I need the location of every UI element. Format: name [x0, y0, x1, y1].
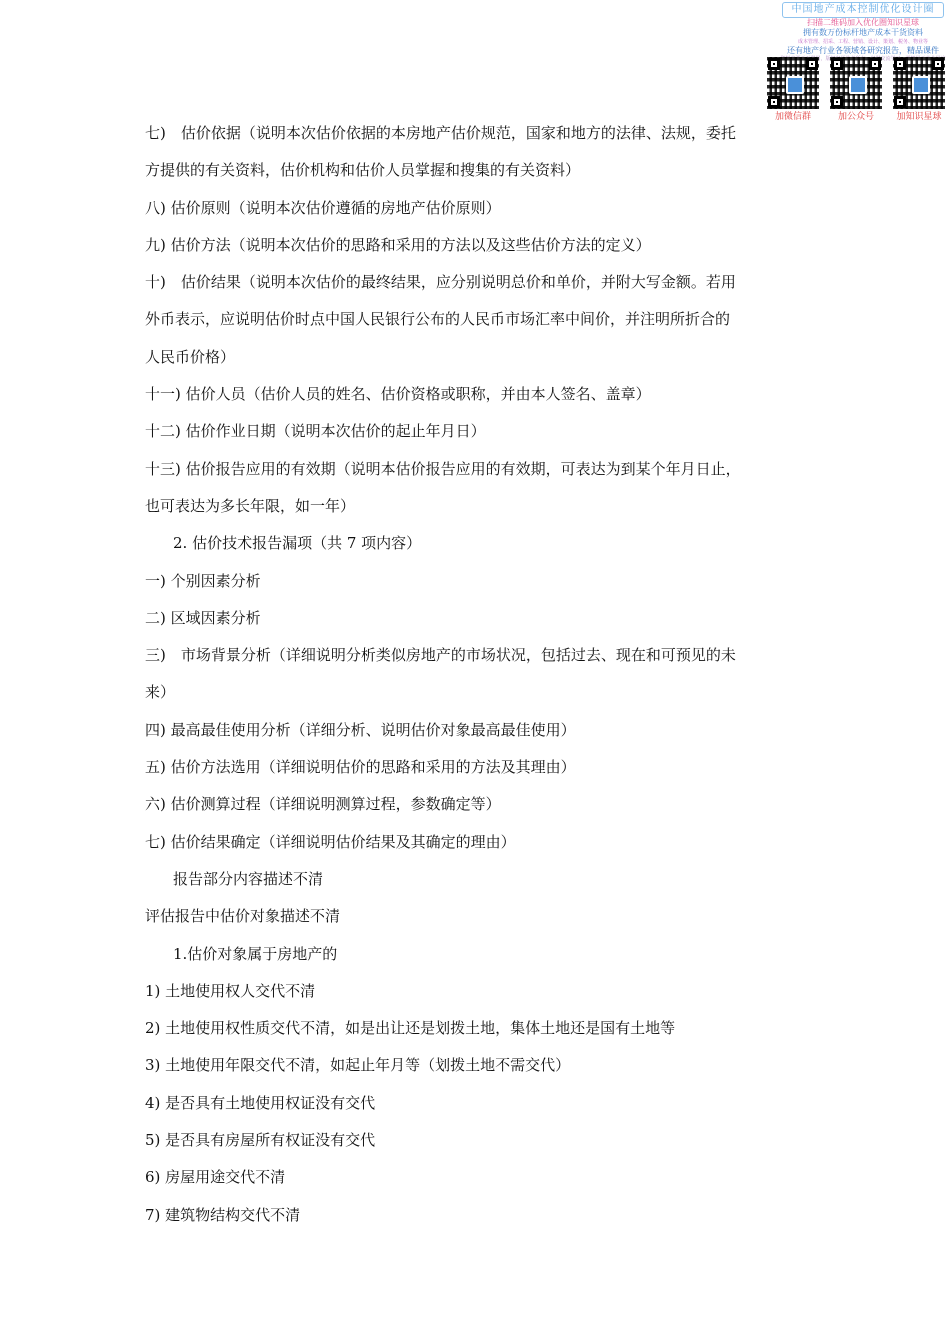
text-line: 外币表示，应说明估价时点中国人民银行公布的人民币市场汇率中间价，并注明所折合的 [145, 310, 731, 329]
text-line: 五) 估价方法选用（详细说明估价的思路和采用的方法及其理由） [145, 758, 576, 777]
text-line: 1.估价对象属于房地产的 [173, 944, 338, 963]
text-line: 十三) 估价报告应用的有效期（说明本估价报告应用的有效期，可表达为到某个年月日止， [145, 459, 741, 478]
text-line: 4) 是否具有土地使用权证没有交代 [145, 1093, 376, 1112]
text-line: 二) 区域因素分析 [145, 608, 261, 627]
text-line: 也可表达为多长年限，如一年） [145, 496, 356, 515]
text-line: 6) 房屋用途交代不清 [145, 1168, 286, 1187]
watermark-line-1: 扫描二维码加入优化圈知识星球 [807, 18, 919, 27]
text-line: 5) 是否具有房屋所有权证没有交代 [145, 1131, 376, 1150]
text-line: 十一) 估价人员（估价人员的姓名、估价资格或职称，并由本人签名、盖章） [145, 385, 651, 404]
text-line: 方提供的有关资料，估价机构和估价人员掌握和搜集的有关资料） [145, 161, 581, 180]
text-line: 十二) 估价作业日期（说明本次估价的起止年月日） [145, 422, 486, 441]
text-line: 四) 最高最佳使用分析（详细分析、说明估价对象最高最佳使用） [145, 720, 576, 739]
text-line: 2. 估价技术报告漏项（共 7 项内容） [173, 534, 422, 553]
watermark-line-4: 还有地产行业各领域各研究报告，精品课件 [787, 46, 939, 55]
text-line: 一) 个别因素分析 [145, 571, 261, 590]
qr-official-account [827, 57, 885, 123]
qr-wechat-group [764, 57, 822, 123]
text-line: 六) 估价测算过程（详细说明测算过程，参数确定等） [145, 795, 501, 814]
qr-label: 加公众号 [837, 112, 874, 122]
text-line: 3) 土地使用年限交代不清，如起止年月等（划拨土地不需交代） [145, 1056, 571, 1075]
watermark-banner [758, 0, 950, 130]
text-line: 十) 估价结果（说明本次估价的最终结果，应分别说明总价和单价，并附大写金额。若用 [145, 273, 736, 292]
text-line: 2) 土地使用权性质交代不清，如是出让还是划拨土地，集体土地还是国有土地等 [145, 1019, 676, 1038]
qr-knowledge-planet [890, 57, 948, 123]
text-line: 评估报告中估价对象描述不清 [145, 907, 341, 926]
text-line: 九) 估价方法（说明本次估价的思路和采用的方法以及这些估价方法的定义） [145, 235, 651, 254]
document-body [145, 115, 815, 1234]
qr-code-icon [830, 57, 882, 109]
text-line: 三) 市场背景分析（详细说明分析类似房地产的市场状况，包括过去、现在和可预见的未 [145, 646, 736, 665]
qr-code-icon [767, 57, 819, 109]
watermark-line-2: 拥有数万份标杆地产成本干货资料 [803, 28, 923, 37]
qr-label: 加微信群 [774, 112, 811, 122]
text-line: 七) 估价依据（说明本次估价依据的本房地产估价规范，国家和地方的法律、法规，委托 [145, 124, 736, 142]
watermark-line-3: 成本管理、招采、工程、营销、设计、策划、税务、物业等 [797, 39, 928, 45]
qr-code-icon [893, 57, 945, 109]
text-line: 七) 估价结果确定（详细说明估价结果及其确定的理由） [145, 832, 516, 851]
text-line: 来） [145, 683, 176, 702]
text-line: 八) 估价原则（说明本次估价遵循的房地产估价原则） [145, 198, 501, 217]
text-line: 1) 土地使用权人交代不清 [145, 981, 316, 1000]
qr-label: 加知识星球 [896, 112, 942, 122]
text-line: 7) 建筑物结构交代不清 [145, 1205, 301, 1224]
watermark-title: 中国地产成本控制优化设计圈 [782, 2, 944, 18]
text-line: 人民币价格） [145, 347, 236, 366]
text-line: 报告部分内容描述不清 [173, 869, 324, 888]
